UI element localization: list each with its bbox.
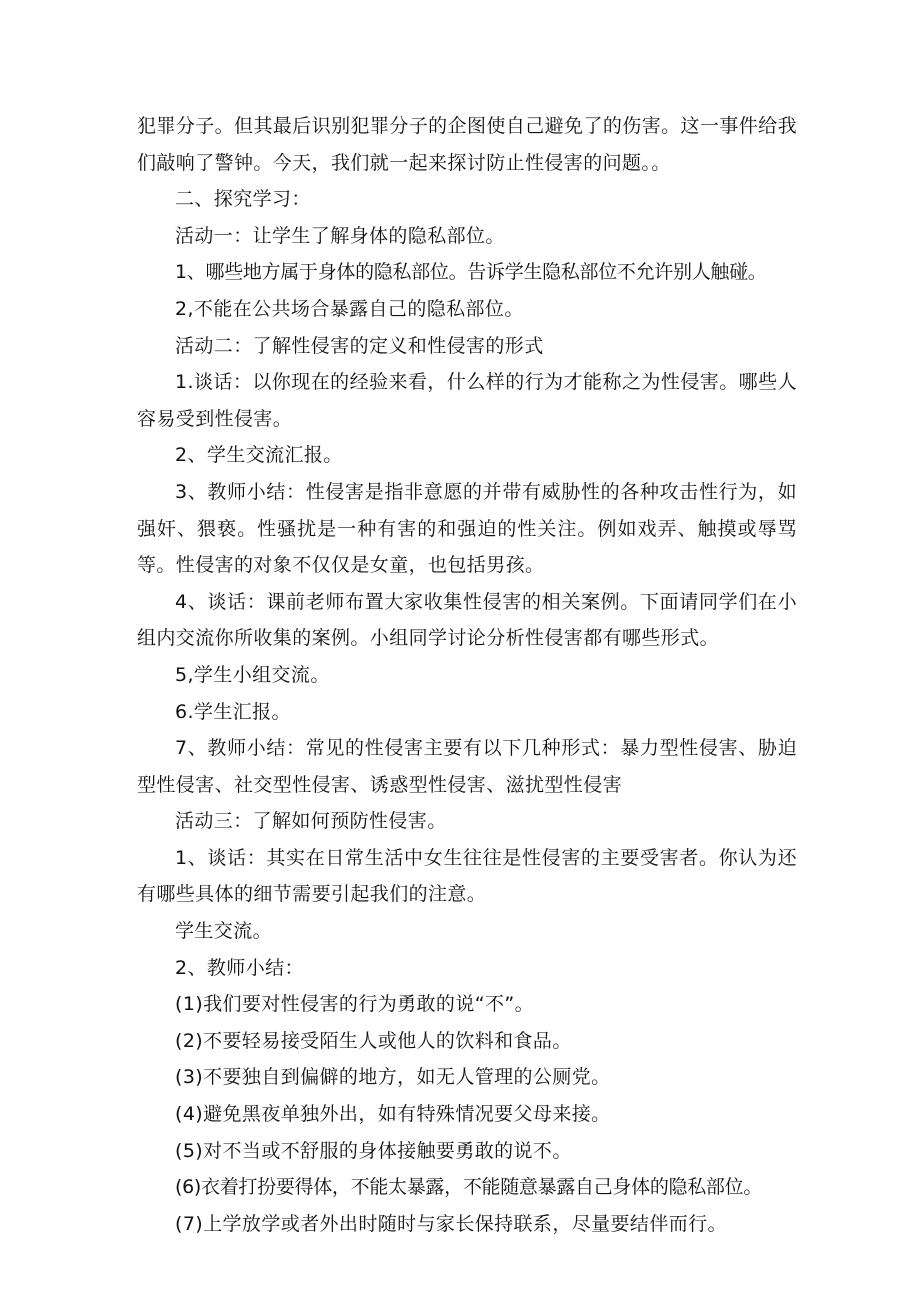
activity-two-item-1: 1.谈话：以你现在的经验来看，什么样的行为才能称之为性侵害。哪些人容易受到性侵害。 bbox=[137, 371, 797, 430]
tip-1: (1)我们要对性侵害的行为勇敢的说“不”。 bbox=[175, 993, 535, 1016]
activity-three-student-exchange: 学生交流。 bbox=[175, 920, 273, 943]
activity-one-item-1: 1、哪些地方属于身体的隐私部位。告诉学生隐私部位不允许别人触碰。 bbox=[175, 261, 767, 284]
activity-two-item-6: 6.学生汇报。 bbox=[175, 700, 291, 723]
activity-three-heading: 活动三：了解如何预防性侵害。 bbox=[175, 810, 447, 833]
tip-6: (6)衣着打扮要得体，不能太暴露，不能随意暴露自己身体的隐私部位。 bbox=[175, 1176, 763, 1199]
tip-5: (5)对不当或不舒服的身体接触要勇敢的说不。 bbox=[175, 1139, 572, 1162]
activity-one-item-2: 2,不能在公共场合暴露自己的隐私部位。 bbox=[175, 297, 524, 320]
paragraph-intro-continuation: 犯罪分子。但其最后识别犯罪分子的企图使自己避免了的伤害。这一事件给我们敲响了警钟。今天，我们就一起来探讨防止性侵害的问题。。 bbox=[137, 115, 797, 174]
section-heading-explore: 二、探究学习： bbox=[175, 188, 311, 211]
tip-4: (4)避免黑夜单独外出，如有特殊情况要父母来接。 bbox=[175, 1103, 611, 1126]
activity-two-item-4: 4、谈话：课前老师布置大家收集性侵害的相关案例。下面请同学们在小组内交流你所收集的案例。小组同学讨论分析性侵害都有哪些形式。 bbox=[137, 590, 797, 650]
activity-two-item-2: 2、学生交流汇报。 bbox=[175, 444, 343, 467]
activity-two-item-7: 7、教师小结：常见的性侵害主要有以下几种形式：暴力型性侵害、胁迫型性侵害、社交型性侵害、诱惑型性侵害、滋扰型性侵害 bbox=[137, 737, 797, 796]
tip-3: (3)不要独自到偏僻的地方，如无人管理的公厕党。 bbox=[175, 1066, 611, 1089]
document-body bbox=[137, 108, 797, 1242]
activity-two-item-3: 3、教师小结：性侵害是指非意愿的并带有威胁性的各种攻击性行为，如强奸、猥亵。性骚扰是一种有害的和强迫的性关注。例如戏弄、触摸或辱骂等。性侵害的对象不仅仅是女童，也包括男孩。 bbox=[137, 480, 797, 577]
activity-two-heading: 活动二：了解性侵害的定义和性侵害的形式 bbox=[175, 334, 544, 357]
tip-7: (7)上学放学或者外出时随时与家长保持联系，尽量要结伴而行。 bbox=[175, 1212, 727, 1235]
activity-two-item-5: 5,学生小组交流。 bbox=[175, 663, 330, 686]
tip-2: (2)不要轻易接受陌生人或他人的饮料和食品。 bbox=[175, 1029, 572, 1052]
activity-one-heading: 活动一：让学生了解身体的隐私部位。 bbox=[175, 224, 505, 247]
activity-three-item-1: 1、谈话：其实在日常生活中女生往往是性侵害的主要受害者。你认为还有哪些具体的细节需要引起我们的注意。 bbox=[137, 846, 797, 906]
activity-three-item-2: 2、教师小结： bbox=[175, 956, 304, 979]
